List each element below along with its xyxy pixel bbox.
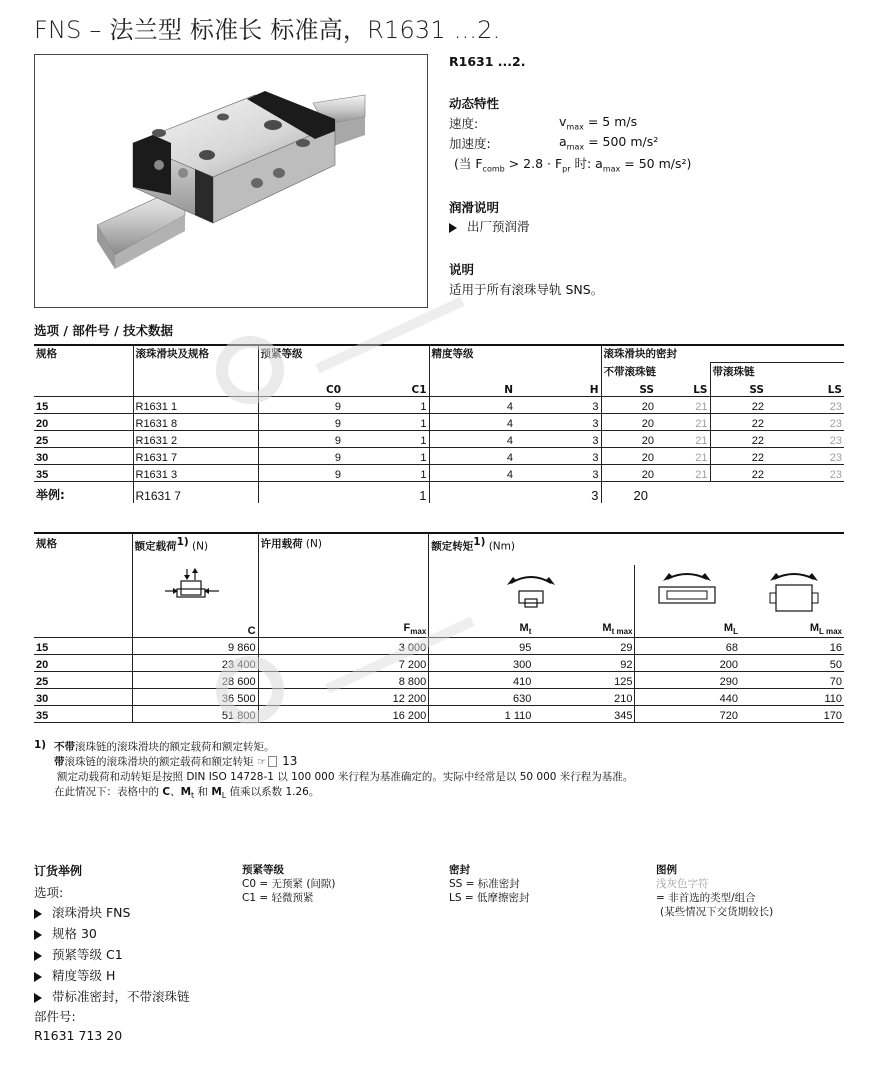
table-row <box>34 396 844 413</box>
row-mlmax: 70 <box>829 675 842 688</box>
row-mt: 410 <box>429 671 534 688</box>
example-ss: 20 <box>601 481 656 503</box>
row-ls2: 23 <box>829 451 842 464</box>
row-ss2: 22 <box>710 413 766 430</box>
row-n: 4 <box>429 447 515 464</box>
torque-mlmax-icon <box>742 565 842 617</box>
row-c0: 9 <box>258 464 343 481</box>
row-h: 3 <box>592 434 599 447</box>
options-heading: 选项 / 部件号 / 技术数据 <box>34 323 174 338</box>
speed-label: 速度: <box>449 116 479 131</box>
row-c0: 9 <box>258 413 343 430</box>
row-mtmax: 92 <box>620 658 633 671</box>
row-ss2: 22 <box>710 447 766 464</box>
row-size: 15 <box>36 400 49 413</box>
header-block: 滚珠滑块及规格 <box>133 345 258 362</box>
row-ml: 440 <box>635 688 740 705</box>
header-size: 规格 <box>36 538 57 550</box>
row-c0: 9 <box>258 447 343 464</box>
row-part: R1631 2 <box>133 430 258 447</box>
example-part: R1631 7 <box>133 481 258 503</box>
load-diagram <box>132 565 258 620</box>
row-c: 51 800 <box>132 705 258 722</box>
bullet-arrow-icon <box>34 930 42 940</box>
table-row <box>34 413 844 430</box>
example-c1: 1 <box>419 488 427 503</box>
row-ls2: 23 <box>829 400 842 413</box>
row-n: 4 <box>429 430 515 447</box>
col-mtmax: $M_{t max}$ <box>602 622 633 637</box>
torque-mt-icon <box>491 565 571 617</box>
order-options-label: 选项: <box>34 885 64 900</box>
accel-note: (当 $F_{comb} > 2.8 \cdot F_{pr}$ 时: $a_{max} = 50$ m/s²) <box>454 156 692 174</box>
table-row <box>34 671 844 688</box>
row-part: R1631 1 <box>133 396 258 413</box>
row-c1: 1 <box>420 417 427 430</box>
legend-delivery-note: (某些情况下交货期较长) <box>660 906 774 918</box>
legend-preload-heading: 预紧等级 <box>242 864 284 876</box>
table-row <box>34 637 844 654</box>
row-mt: 1 110 <box>429 705 534 722</box>
row-size: 15 <box>36 641 49 654</box>
bullet-arrow-icon <box>34 972 42 982</box>
row-ss2: 22 <box>710 430 766 447</box>
table-row <box>34 705 844 722</box>
torque-mt-diagram <box>429 565 635 620</box>
page-title: FNS – 法兰型 标准长 标准高，R1631 ...2. <box>34 16 501 44</box>
row-part: R1631 8 <box>133 413 258 430</box>
row-ml: 290 <box>635 671 740 688</box>
footnote-mark: 1) <box>34 739 47 751</box>
row-size: 25 <box>36 434 49 447</box>
row-size: 30 <box>36 692 49 705</box>
legend-preload-c0: C0 = 无预紧 (间隙) <box>242 878 336 890</box>
row-c0: 9 <box>258 396 343 413</box>
row-part: R1631 3 <box>133 464 258 481</box>
row-h: 3 <box>592 400 599 413</box>
dynamics-heading: 动态特性 <box>449 96 500 111</box>
row-c1: 1 <box>420 451 427 464</box>
row-size: 35 <box>36 468 49 481</box>
table-row <box>34 447 844 464</box>
col-c: C <box>132 620 258 637</box>
bullet-arrow-icon <box>34 951 42 961</box>
row-fmax: 12 200 <box>258 688 429 705</box>
row-mt: 300 <box>429 654 534 671</box>
row-ml: 720 <box>635 705 740 722</box>
row-ls1: 21 <box>695 400 708 413</box>
order-item: 精度等级 H <box>34 966 115 984</box>
row-ss1: 20 <box>601 464 656 481</box>
row-n: 4 <box>429 396 515 413</box>
legend-seal-ls: LS = 低摩擦密封 <box>449 892 530 904</box>
table-row <box>34 654 844 671</box>
footnote-line-2: 带滚珠链的滚珠滑块的额定载荷和额定转矩 ☞ 13 <box>54 754 298 768</box>
header-preload: 预紧等级 <box>258 345 429 362</box>
col-c1: C1 <box>411 383 427 396</box>
row-c0: 9 <box>258 430 343 447</box>
row-mtmax: 210 <box>614 692 633 705</box>
row-mtmax: 345 <box>614 709 633 722</box>
page-ref-icon <box>268 756 277 767</box>
order-heading: 订货举例 <box>34 864 83 878</box>
torque-mlmax-diagram <box>740 565 844 620</box>
header-torque: 额定转矩$^{1)}$ (Nm) <box>429 533 844 565</box>
accel-label: 加速度: <box>449 136 491 151</box>
header-seal: 滚珠滑块的密封 <box>601 345 844 362</box>
order-item: 规格 30 <box>34 924 97 942</box>
row-mtmax: 125 <box>614 675 633 688</box>
load-table <box>34 532 844 723</box>
table-row <box>34 464 844 481</box>
legend-nonpreferred: = 非首选的类型/组合 <box>656 892 756 904</box>
footnote-line-1: 不带滚珠链的滚珠滑块的额定载荷和额定转矩。 <box>54 741 275 753</box>
row-size: 35 <box>36 709 49 722</box>
col-mt: $M_t$ <box>429 620 534 637</box>
row-ss2: 22 <box>710 396 766 413</box>
order-item: 滚珠滑块 FNS <box>34 903 130 921</box>
col-ml: $M_L$ <box>635 620 740 637</box>
row-n: 4 <box>429 413 515 430</box>
row-ls2: 23 <box>829 417 842 430</box>
row-mlmax: 110 <box>824 692 842 705</box>
lubrication-item: 出厂预润滑 <box>449 217 530 235</box>
col-ls1: LS <box>693 383 708 396</box>
row-fmax: 8 800 <box>258 671 429 688</box>
load-direction-icon <box>135 565 256 617</box>
part-series: R1631 ...2. <box>449 54 526 69</box>
row-size: 30 <box>36 451 49 464</box>
bullet-arrow-icon <box>449 223 457 233</box>
row-h: 3 <box>592 468 599 481</box>
row-mt: 95 <box>429 637 534 654</box>
bullet-arrow-icon <box>34 993 42 1003</box>
order-item: 预紧等级 C1 <box>34 945 123 963</box>
col-n: N <box>429 379 515 396</box>
header-allow: 许用载荷 (N) <box>258 533 429 565</box>
header-size: 规格 <box>36 348 57 360</box>
header-load: 额定载荷$^{1)}$ (N) <box>132 533 258 565</box>
row-mlmax: 50 <box>829 658 842 671</box>
legend-gray-text: 浅灰色字符 <box>656 878 709 890</box>
row-mlmax: 170 <box>823 709 842 722</box>
col-ls2: LS <box>827 383 842 396</box>
header-no-chain: 不带滚珠链 <box>601 362 710 379</box>
row-size: 25 <box>36 675 49 688</box>
accel-value: $a_{max} = 500$ m/s² <box>559 134 659 152</box>
row-mlmax: 16 <box>829 641 842 654</box>
legend-preload-c1: C1 = 轻微预紧 <box>242 892 314 904</box>
example-h: 3 <box>591 488 599 503</box>
row-fmax: 3 000 <box>258 637 429 654</box>
row-size: 20 <box>36 417 49 430</box>
row-ss2: 22 <box>710 464 766 481</box>
col-fmax: $F_{max}$ <box>258 620 429 637</box>
row-h: 3 <box>592 451 599 464</box>
header-accuracy: 精度等级 <box>429 345 601 362</box>
row-ls1: 21 <box>695 468 708 481</box>
product-image <box>34 54 428 308</box>
legend-seal-heading: 密封 <box>449 864 470 876</box>
col-ss2: SS <box>710 379 766 396</box>
example-label: 举例: <box>36 488 65 502</box>
row-h: 3 <box>592 417 599 430</box>
torque-ml-icon <box>637 565 737 617</box>
legend-seal-ss: SS = 标准密封 <box>449 878 520 890</box>
row-c: 23 400 <box>132 654 258 671</box>
row-c: 28 600 <box>132 671 258 688</box>
footnote-line-3: 额定动载荷和动转矩是按照 DIN ISO 14728-1 以 100 000 米行程为基准确定的。实际中经常是以 50 000 米行程为基准。 <box>57 771 634 783</box>
row-ls2: 23 <box>829 468 842 481</box>
row-c: 36 500 <box>132 688 258 705</box>
row-size: 20 <box>36 658 49 671</box>
options-table <box>34 344 844 503</box>
table-row <box>34 688 844 705</box>
row-c1: 1 <box>420 400 427 413</box>
row-ml: 200 <box>635 654 740 671</box>
row-ls1: 21 <box>695 451 708 464</box>
row-ss1: 20 <box>601 430 656 447</box>
row-ls1: 21 <box>695 434 708 447</box>
col-ss1: SS <box>601 379 656 396</box>
row-n: 4 <box>429 464 515 481</box>
order-partno-label: 部件号: <box>34 1009 76 1024</box>
row-fmax: 16 200 <box>258 705 429 722</box>
lubrication-heading: 润滑说明 <box>449 200 500 215</box>
example-row <box>34 481 844 503</box>
legend-symbols-heading: 图例 <box>656 864 677 876</box>
row-mt: 630 <box>429 688 534 705</box>
col-c0: C0 <box>258 379 343 396</box>
speed-value: $v_{max} = 5$ m/s <box>559 114 638 132</box>
bullet-arrow-icon <box>34 909 42 919</box>
col-mlmax: $M_{L max}$ <box>809 622 842 637</box>
notes-heading: 说明 <box>449 262 475 277</box>
row-ls2: 23 <box>829 434 842 447</box>
row-c1: 1 <box>420 434 427 447</box>
table-row <box>34 430 844 447</box>
row-c: 9 860 <box>132 637 258 654</box>
header-with-chain: 带滚珠链 <box>710 362 844 379</box>
row-fmax: 7 200 <box>258 654 429 671</box>
order-partno: R1631 713 20 <box>34 1028 123 1043</box>
row-c1: 1 <box>420 468 427 481</box>
row-ss1: 20 <box>601 413 656 430</box>
row-ss1: 20 <box>601 447 656 464</box>
footnote-line-4: 在此情况下：表格中的 C、$M_t$ 和 $M_L$ 值乘以系数 1.26。 <box>54 786 320 801</box>
notes-text: 适用于所有滚珠导轨 SNS。 <box>449 282 604 297</box>
col-h: H <box>589 383 599 396</box>
row-ml: 68 <box>635 637 740 654</box>
linear-guide-illustration <box>35 55 428 308</box>
row-part: R1631 7 <box>133 447 258 464</box>
row-ls1: 21 <box>695 417 708 430</box>
row-mtmax: 29 <box>620 641 633 654</box>
torque-ml-diagram <box>635 565 740 620</box>
order-item: 带标准密封，不带滚珠链 <box>34 987 190 1005</box>
row-ss1: 20 <box>601 396 656 413</box>
